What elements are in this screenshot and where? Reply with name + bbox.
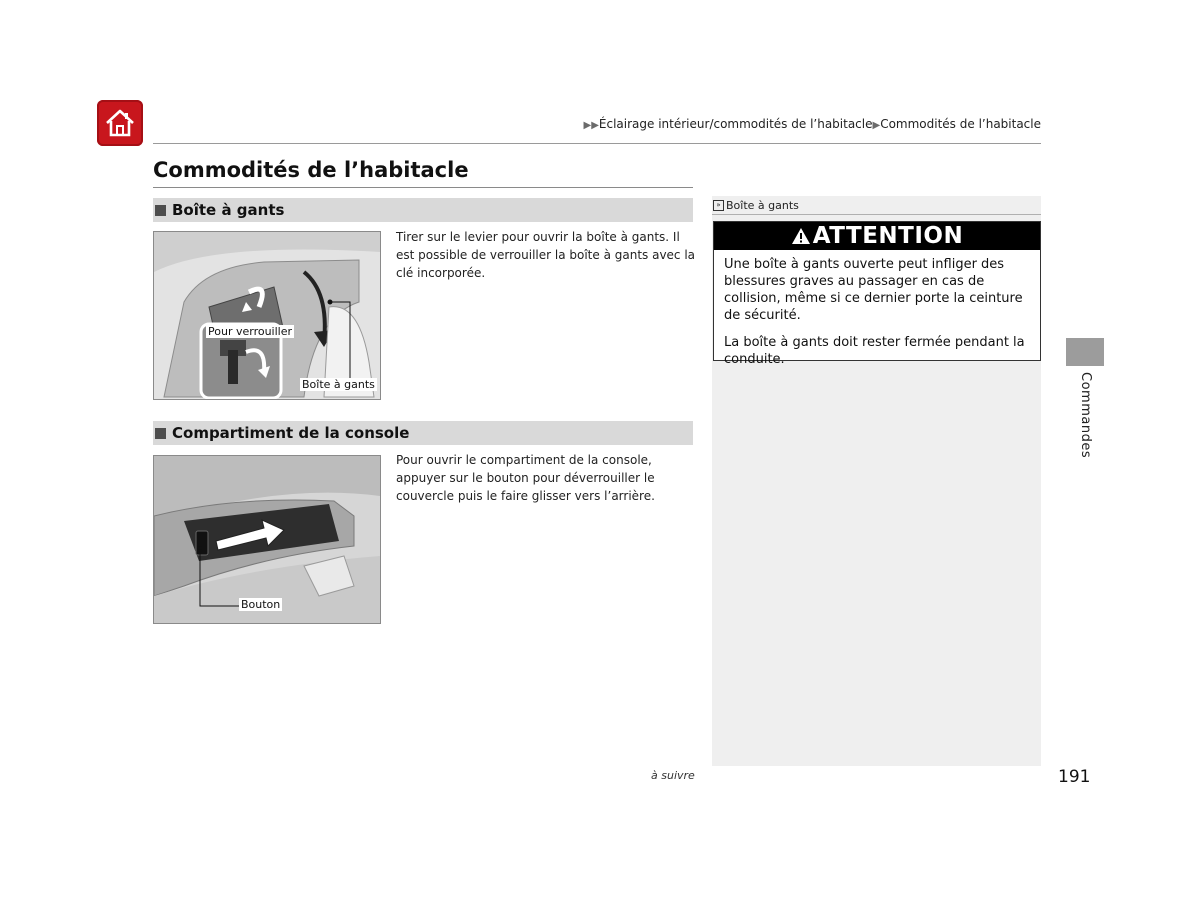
attention-header <box>714 222 1040 250</box>
attention-paragraph: La boîte à gants doit rester fermée pendant la conduite. <box>724 335 1025 367</box>
attention-paragraph: Une boîte à gants ouverte peut infliger des blessures graves au passager en cas de collision, même si ce dernier porte la ceinture de sécurité. <box>724 257 1023 323</box>
glovebox-illustration <box>153 231 381 400</box>
section-heading-label: Compartiment de la console <box>172 424 410 442</box>
side-reference-label: Boîte à gants <box>726 199 799 212</box>
breadcrumb-link-parent[interactable]: Éclairage intérieur/commodités de l’habitacle <box>598 117 873 131</box>
breadcrumb-arrow-icon: ▶ <box>872 120 881 131</box>
chapter-thumb-label: Commandes <box>1078 372 1093 459</box>
reference-icon: » <box>713 200 724 211</box>
callout-button: Bouton <box>241 598 281 611</box>
glovebox-instructions: Tirer sur le levier pour ouvrir la boîte à gants. Il est possible de verrouiller la boîte à gants avec la clé incorporée. <box>396 230 696 280</box>
home-icon <box>104 108 136 138</box>
section-bullet-icon <box>155 428 166 439</box>
console-instructions: Pour ouvrir le compartiment de la console, appuyer sur le bouton pour déverrouiller le couvercle puis le faire glisser vers l’arrière. <box>396 453 655 503</box>
page-number: 191 <box>1058 767 1091 787</box>
warning-triangle-icon <box>791 227 811 245</box>
attention-box <box>713 221 1041 367</box>
callout-lock: Pour verrouiller <box>208 325 293 338</box>
callout-glovebox: Boîte à gants <box>302 378 375 391</box>
header-divider <box>153 143 1041 144</box>
continued-note: à suivre <box>651 769 695 782</box>
page-title: Commodités de l’habitacle <box>153 158 469 182</box>
section-heading-label: Boîte à gants <box>172 201 285 219</box>
section-heading-console <box>153 421 693 445</box>
section-bullet-icon <box>155 205 166 216</box>
attention-title: ATTENTION <box>812 223 964 249</box>
title-divider <box>153 187 693 188</box>
chapter-thumb-tab[interactable] <box>1066 338 1104 366</box>
breadcrumb-arrow-icon: ▶▶ <box>583 120 599 131</box>
breadcrumb <box>584 117 1041 131</box>
breadcrumb-current: Commodités de l’habitacle <box>880 117 1041 131</box>
home-button[interactable] <box>97 100 143 146</box>
section-heading-glovebox <box>153 198 693 222</box>
side-reference <box>712 197 1041 215</box>
